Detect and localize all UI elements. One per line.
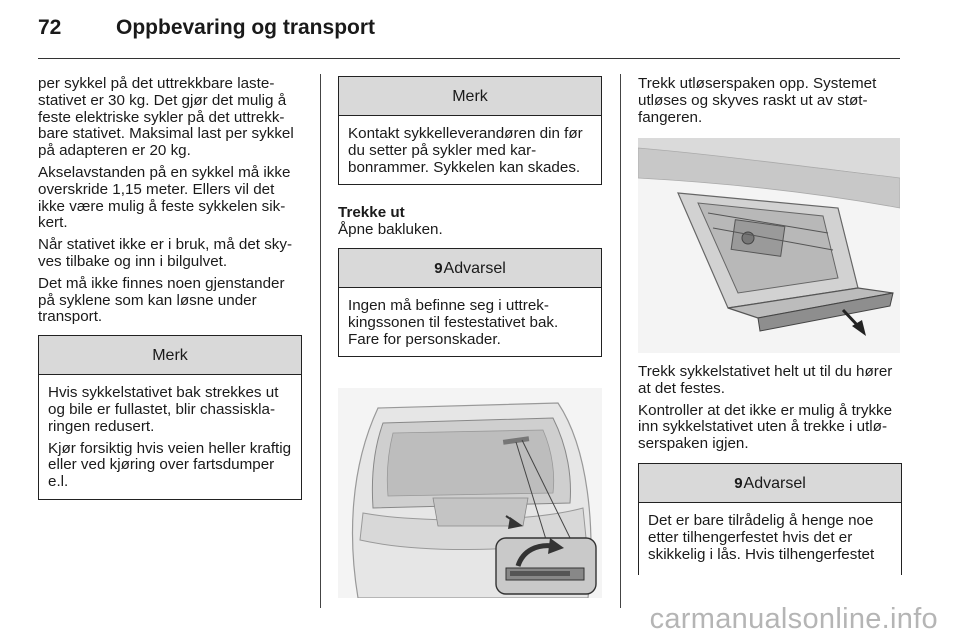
paragraph-wheelbase: Akselavstanden på en sykkel må ikke overskride 1,15 meter. Ellers vil det ikke være mulig å feste sykkelen sikkert. — [38, 163, 291, 232]
note-box-title: Merk — [339, 77, 601, 116]
note-box-carbon — [338, 76, 602, 185]
note-box-title: Merk — [39, 336, 301, 375]
watermark: carmanualsonline.info — [649, 603, 938, 635]
column-1 — [38, 76, 302, 500]
paragraph-open-tailgate: Åpne bakluken. — [338, 221, 443, 239]
note-box-clearance — [38, 335, 302, 500]
paragraph-pull-fully: Trekk sykkelstativet helt ut til du hører at det festes. — [638, 363, 893, 397]
warning-paragraph: Det er bare tilrådelig å henge noe etter tilhengerfestet hvis det er skikkelig i lås. Hvis tilhengerfestet — [648, 511, 875, 563]
page-title: Oppbevaring og transport — [116, 16, 376, 39]
warning-title-text: Advarsel — [743, 474, 806, 492]
warning-box-body — [339, 288, 601, 356]
warning-box-title — [339, 249, 601, 288]
warning-title-text: Advarsel — [443, 259, 506, 277]
carrier-drawing — [638, 138, 900, 353]
warning-box-body — [639, 503, 901, 571]
warning-box-zone — [338, 248, 602, 357]
column-3 — [638, 76, 902, 131]
paragraph-check-locked: Kontroller at det ikke er mulig å trykke inn sykkelstativet uten å trekke i utløserspaken igjen. — [638, 401, 893, 453]
column-2 — [338, 76, 602, 357]
note-paragraph: Kjør forsiktig hvis veien heller kraftig eller ved kjøring over fartsdumper e.l. — [48, 439, 292, 491]
note-box-body — [339, 116, 601, 184]
note-paragraph: Kontakt sykkelleverandøren din før du setter på sykler med karbonrammer. Sykkelen kan skades. — [348, 125, 583, 176]
note-paragraph: Hvis sykkelstativet bak strekkes ut og bile er fullastet, blir chassisklaringen redusert. — [48, 384, 279, 435]
paragraph-load: per sykkel på det uttrekkbare lastestativet er 30 kg. Det gjør det mulig å feste elektriske sykler på det uttrekkbare stativet. Maksimal last per sykkel på adapteren er 20 kg. — [38, 75, 294, 160]
paragraph-pull-lever: Trekk utløserspaken opp. Systemet utløses og skyves raskt ut av støtfangeren. — [638, 75, 877, 126]
column-3-lower — [638, 364, 902, 575]
note-box-body — [39, 375, 301, 499]
column-divider-1 — [320, 74, 321, 608]
warning-icon: 9 — [434, 259, 443, 277]
warning-box-title — [639, 464, 901, 503]
illustration-carrier — [638, 138, 900, 353]
illustration-tailgate — [338, 388, 602, 598]
tailgate-drawing — [338, 388, 602, 598]
warning-icon: 9 — [734, 474, 743, 492]
paragraph-not-in-use: Når stativet ikke er i bruk, må det skyves tilbake og inn i bilgulvet. — [38, 236, 293, 270]
section-heading: Trekke ut — [338, 204, 405, 222]
header-rule — [38, 58, 900, 59]
paragraph-loose-objects: Det må ikke finnes noen gjenstander på syklene som kan løsne under transport. — [38, 274, 285, 326]
page-number: 72 — [38, 16, 62, 39]
column-divider-2 — [620, 74, 621, 608]
warning-box-towbar — [638, 463, 902, 575]
warning-paragraph: Ingen må befinne seg i uttrekkingssonen til festestativet bak. Fare for personskader. — [348, 296, 559, 348]
